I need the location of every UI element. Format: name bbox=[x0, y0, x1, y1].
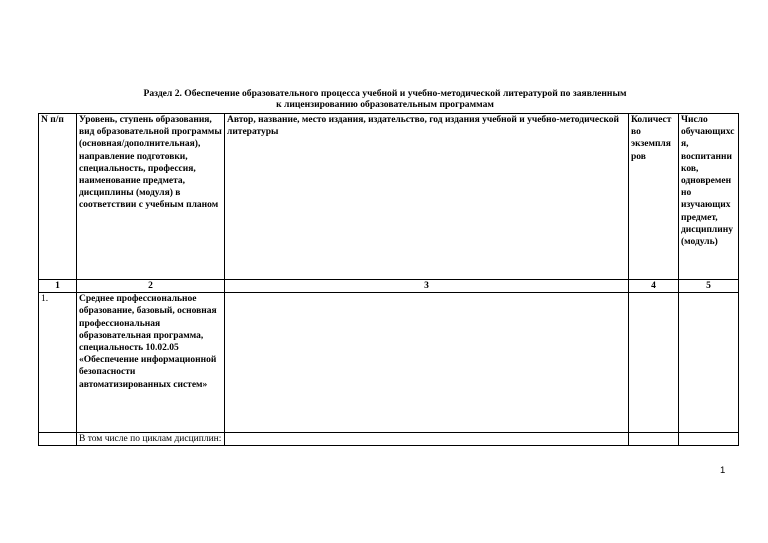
table-row bbox=[39, 293, 739, 433]
row-source bbox=[225, 293, 629, 433]
table-row bbox=[39, 433, 739, 446]
row-students bbox=[679, 293, 739, 433]
header-num: N п/п bbox=[39, 114, 77, 280]
section-title-line-2: к лицензированию образовательным программам bbox=[276, 99, 494, 110]
row-students bbox=[679, 433, 739, 446]
section-title-line-1: Раздел 2. Обеспечение образовательного процесса учебной и учебно-методической литературой по заявленным bbox=[143, 88, 627, 99]
row-num bbox=[39, 433, 77, 446]
header-students: Число обучающихся, воспитанников, одновременно изучающих предмет, дисциплину (модуль) bbox=[679, 114, 739, 280]
header-row bbox=[39, 114, 739, 280]
column-number: 3 bbox=[225, 280, 629, 293]
header-count: Количество экземпляров bbox=[629, 114, 679, 280]
row-num: 1. bbox=[39, 293, 77, 433]
column-number: 2 bbox=[77, 280, 225, 293]
header-source: Автор, название, место издания, издательство, год издания учебной и учебно-методической литературы bbox=[225, 114, 629, 280]
page-number: 1 bbox=[720, 465, 726, 476]
row-count bbox=[629, 293, 679, 433]
row-level: В том числе по циклам дисциплин: bbox=[77, 433, 225, 446]
column-number-row bbox=[39, 280, 739, 293]
column-number: 5 bbox=[679, 280, 739, 293]
row-count bbox=[629, 433, 679, 446]
column-number: 1 bbox=[39, 280, 77, 293]
row-level: Среднее профессиональное образование, базовый, основная профессиональная образовательная программа, специальность 10.02.05 «Обеспечение информационной безопасности автоматизированных систем» bbox=[77, 293, 225, 433]
header-level: Уровень, ступень образования, вид образовательной программы (основная/дополнительная), направление подготовки, специальность, профессия, наименование предмета, дисциплины (модуля) в соответствии с учебным планом bbox=[77, 114, 225, 280]
row-source bbox=[225, 433, 629, 446]
literature-table bbox=[38, 113, 739, 446]
column-number: 4 bbox=[629, 280, 679, 293]
section-title bbox=[100, 88, 670, 110]
